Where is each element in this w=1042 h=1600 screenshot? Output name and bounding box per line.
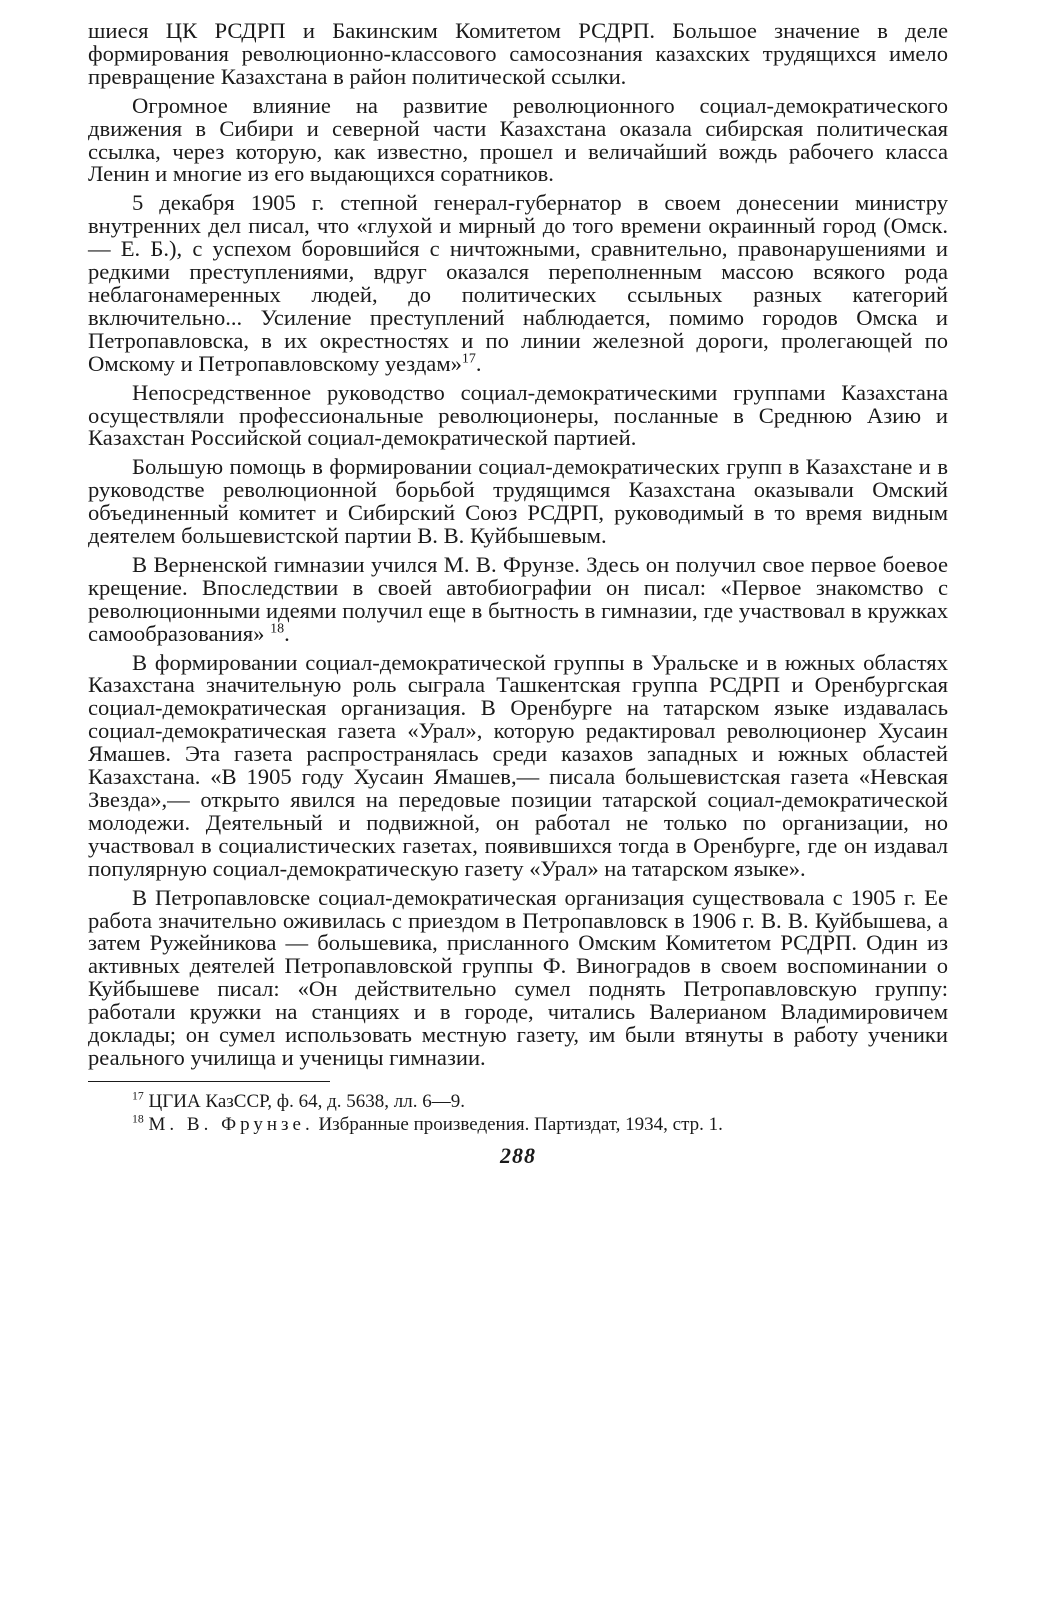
footnote-17-text: ЦГИА КазССР, ф. 64, д. 5638, лл. 6—9. (148, 1090, 466, 1112)
paragraph-8: В Петропавловске социал-демократическая организация существовала с 1905 г. Ее работа значительно оживилась с приездом в Петропавловск в 1906 г. В. В. Куйбышева, а затем Ружейникова — большевика, присланного Омским Комитетом РСДРП. Один из активных деятелей Петропавловской группы Ф. Виноградов в своем воспоминании о Куйбышеве писал: «Он действительно сумел поднять Петропавловскую группу: работали кружки на станциях и в городе, читались Валерианом Владимировичем доклады; он сумел использовать местную газету, им были втянуты в работу ученики реального училища и ученицы гимназии. (88, 884, 948, 1070)
paragraph-7: В формировании социал-демократической группы в Уральске и в южных областях Казахстана значительную роль сыграла Ташкентская группа РСДРП и Оренбургская социал-демократическая организация. В Оренбурге на татарском языке издавалась социал-демократическая газета «Урал», которую редактировал революционер Хусаин Ямашев. Эта газета распространялась среди казахов западных и южных областей Казахстана. «В 1905 году Хусаин Ямашев,— писала большевистская газета «Невская Звезда»,— открыто явился на передовые позиции татарской социал-демократической молодежи. Деятельный и подвижной, он работал не только по организации, но участвовал в социалистических газетах, появившихся тогда в Оренбурге, где он издавал популярную социал-демократическую газету «Урал» на татарском языке». (88, 649, 948, 881)
footnote-18-text: Избранные произведения. Партиздат, 1934, стр. 1. (318, 1113, 723, 1135)
paragraph-2: Огромное влияние на развитие революционного социал-демократического движения в Сибири и северной части Казахстана оказала сибирская политическая ссылка, через которую, как известно, прошел и величайший вождь рабочего класса Ленин и многие из его выдающихся соратников. (88, 92, 948, 187)
paragraph-4: Непосредственное руководство социал-демократическими группами Казахстана осуществляли профессиональные революционеры, посланные в Среднюю Азию и Казахстан Российской социал-демократической партией. (88, 379, 948, 451)
footnote-17 (88, 1090, 948, 1113)
paragraph-6-text: В Верненской гимназии учился М. В. Фрунзе. Здесь он получил свое первое боевое крещение. Впоследствии в своей автобиографии он писал: «Первое знакомство с революционными идеями получил еще в бытность в гимназии, где участвовал в кружках самообразования» (88, 551, 948, 646)
footnote-divider (88, 1081, 330, 1082)
footnote-17-mark: 17 (132, 1089, 144, 1103)
footnote-18-mark: 18 (132, 1112, 144, 1126)
paragraph-3-text: 5 декабря 1905 г. степной генерал-губернатор в своем донесении министру внутренних дел писал, что «глухой и мирный до того времени окраинный город (Омск.— Е. Б.), с успехом боровшийся с ничтожными, сравнительно, правонарушениями и редкими преступлениями, вдруг оказался переполненным массою всякого рода неблагонамеренных людей, до политических ссыльных разных категорий включительно... Усиление преступлений наблюдается, помимо городов Омска и Петропавловска, в их окрестностях и по линии железной дороги, пролегающей по Омскому и Петропавловскому уездам» (88, 190, 948, 376)
footnote-18 (88, 1113, 948, 1136)
footnote-ref-17[interactable]: 17 (461, 351, 476, 367)
footnote-18-author: М. В. Фрунзе. (148, 1113, 314, 1135)
book-page (88, 20, 948, 1580)
footnote-ref-18[interactable]: 18 (270, 621, 285, 637)
paragraph-1: шиеся ЦК РСДРП и Бакинским Комитетом РСДРП. Большое значение в деле формирования революционно-классового самосознания казахских трудящихся имело превращение Казахстана в район политической ссылки. (88, 18, 948, 89)
page-number: 288 (500, 1142, 536, 1168)
paragraph-3: 5 декабря 1905 г. степной генерал-губернатор в своем донесении министру внутренних дел писал, что «глухой и мирный до того времени окраинный город (Омск.— Е. Б.), с успехом боровшийся с ничтожными, сравнительно, правонарушениями и редкими преступлениями, вдруг оказался переполненным массою всякого рода неблагонамеренных людей, до политических ссыльных разных категорий включительно... Усиление преступлений наблюдается, помимо городов Омска и Петропавловска, в их окрестностях и по линии железной дороги, пролегающей по Омскому и Петропавловскому уездам»$^{17}$. (88, 190, 948, 376)
paragraph-6: В Верненской гимназии учился М. В. Фрунзе. Здесь он получил свое первое боевое крещение. Впоследствии в своей автобиографии он писал: «Первое знакомство с революционными идеями получил еще в бытность в гимназии, где участвовал в кружках самообразования» $^{18}$. (88, 551, 948, 646)
paragraph-5: Большую помощь в формировании социал-демократических групп в Казахстане и в руководстве революционной борьбой трудящимся Казахстана оказывали Омский объединенный комитет и Сибирский Союз РСДРП, руководимый в то время видным деятелем большевистской партии В. В. Куйбышевым. (88, 454, 948, 549)
